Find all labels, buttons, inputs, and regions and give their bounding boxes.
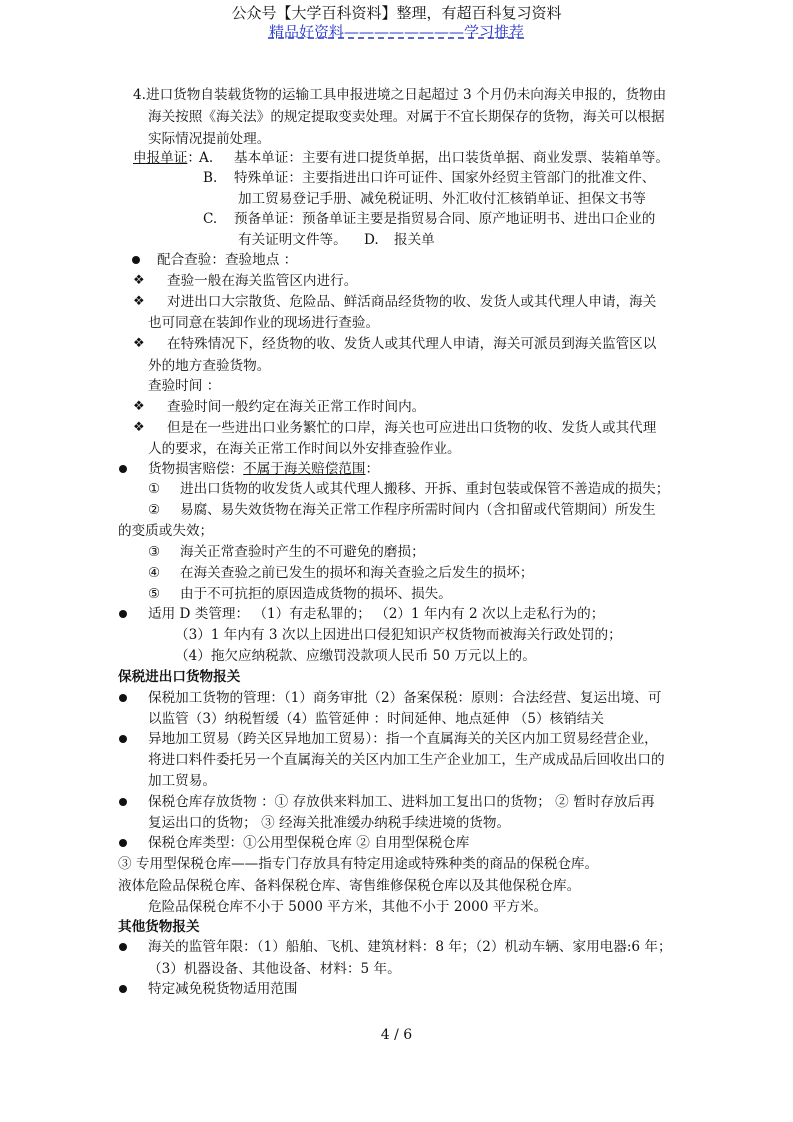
item-mark: ① [148,481,161,497]
item-mark: ⑤ [148,586,161,602]
paragraph-line: 进出口货物的收发货人或其代理人搬移、开拆、重封包装或保管不善造成的损失； [180,481,670,497]
item-mark: C. [203,211,218,227]
header-title: 公众号【大学百科资料】整理，有超百科复习资料 [231,4,562,22]
paragraph-line: 人的要求，在海关正常工作时间以外安排查验作业。 [148,441,461,457]
paragraph-line: 液体危险品保税仓库、备料保税仓库、寄售维修保税仓库以及其他保税仓库。 [118,878,581,894]
paragraph-line: 在海关查验之前已发生的损坏和海关查验之后发生的损坏； [180,565,534,581]
paragraph-line: 报关单 [394,232,435,248]
text: 货物损害赔偿： [148,461,244,477]
paragraph-line: 配合查验：查验地点 ： [157,252,298,268]
diamond-bullet-icon: ❖ [133,420,145,435]
recommend-link[interactable]: 精品好资料————————学习推荐 [268,23,524,41]
paragraph-line: 查验时间 ： [148,378,221,394]
diamond-bullet-icon: ❖ [133,294,145,309]
paragraph-line: 对进出口大宗散货、危险品、鲜活商品经货物的收、发货人或其代理人申请，海关 [167,294,657,310]
paragraph-line: 也可同意在装卸作业的现场进行查验。 [148,315,380,331]
paragraph-line [148,459,379,479]
paragraph-line: 异地加工贸易（跨关区异地加工贸易）：指一个直属海关的关区内加工贸易经营企业， [148,731,658,747]
bullet-icon [119,610,127,618]
bullet-icon [119,798,127,806]
paragraph-line: 海关正常查验时产生的不可避免的磨损； [180,544,425,560]
item-mark: ④ [148,565,161,581]
paragraph-line: 特定减免税货物适用范围 [148,981,298,997]
bullet-icon [119,735,127,743]
paragraph-line: 实际情况提前处理。 [148,131,271,147]
paragraph-line: 由于不可抗拒的原因造成货物的损坏、损失。 [180,586,452,602]
item-mark: D. [364,232,379,248]
section-heading: 其他货物报关 [118,919,200,935]
paragraph-line: 预备单证：预备单证主要是指贸易合同、原产地证明书、进出口企业的 [234,211,656,227]
paragraph-line: 危险品保税仓库不小于 5000 平方米，其他不小于 2000 平方米。 [148,899,548,915]
paragraph-line: 复运出口的货物； ③ 经海关批准缓办纳税手续进境的货物。 [148,815,511,831]
doc-label-line [133,148,201,168]
bullet-icon [119,694,127,702]
paragraph-line: （4）拖欠应纳税款、应缴罚没款项人民币 50 万元以上的。 [175,648,536,664]
diamond-bullet-icon: ❖ [133,273,145,288]
paragraph-line: 查验时间一般约定在海关正常工作时间内。 [167,399,426,415]
bullet-icon [132,256,140,264]
bullet-icon [119,943,127,951]
paragraph-line: 查验一般在海关监管区内进行。 [167,273,358,289]
paragraph-line: 保税加工货物的管理：（1）商务审批（2）备案保税：原则：合法经营、复运出境、可 [148,690,662,706]
paragraph-line: 加工贸易登记手册、减免税证明、外汇收付汇核销单证、担保文书等 [238,191,646,207]
paragraph-line: 海关按照《海关法》的规定提取变卖处理。对属于不宜长期保存的货物，海关可以根据 [148,109,665,125]
paragraph-line: 有关证明文件等。 [238,232,347,248]
item-mark: ② [148,502,161,518]
colon: ： [187,150,201,166]
paragraph-line: 保税仓库类型：①公用型保税仓库 ② 自用型保税仓库 [148,835,470,851]
section-heading: 保税进出口货物报关 [118,669,241,685]
paragraph-line: 特殊单证：主要指进出口许可证件、国家外经贸主管部门的批准文件、 [234,170,656,186]
paragraph-line: 保税仓库存放货物 ：① 存放供来料加工、进料加工复出口的货物； ② 暂时存放后再 [148,794,655,810]
item-mark: ③ [148,544,161,560]
text: ： [365,461,380,477]
paragraph-line: 加工贸易。 [148,773,216,789]
item-mark: B. [203,170,218,186]
item-mark: A. [199,150,214,166]
bullet-icon [119,465,127,473]
paragraph-line: （3）机器设备、其他设备、材料：5 年。 [148,961,401,977]
paragraph-line: 在特殊情况下，经货物的收、发货人或其代理人申请，海关可派员到海关监管区以 [167,336,657,352]
paragraph-line: ③ 专用型保税仓库——指专门存放具有特定用途或特殊种类的商品的保税仓库。 [118,856,599,872]
paragraph-line: 但是在一些进出口业务繁忙的口岸，海关也可应进出口货物的收、发货人或其代理 [167,420,657,436]
paragraph-line: 的变质或失效； [118,523,214,539]
diamond-bullet-icon: ❖ [133,399,145,414]
paragraph-line: 基本单证：主要有进口提货单据，出口装货单据、商业发票、装箱单等。 [234,150,669,166]
paragraph-line: 以监管（3）纳税暂缓（4）监管延伸 ：时间延伸、地点延伸 （5）核销结关 [148,711,604,727]
paragraph-line: 适用 D 类管理： （1）有走私罪的； （2）1 年内有 2 次以上走私行为的； [148,606,605,622]
diamond-bullet-icon: ❖ [133,336,145,351]
paragraph-line: 4.进口货物自装载货物的运输工具申报进境之日起超过 3 个月仍未向海关申报的，货物由 [133,87,667,103]
bullet-icon [119,839,127,847]
underlined-text: 不属于海关赔偿范围 [243,461,366,477]
paragraph-line: 海关的监管年限：（1）船舶、飞机、建筑材料：8 年；（2）机动车辆、家用电器:6 年； [148,939,672,955]
paragraph-line: 将进口料件委托另一个直属海关的关区内加工生产企业加工，生产成成品后回收出口的 [148,752,665,768]
paragraph-line: 外的地方查验货物。 [148,358,271,374]
doc-label: 申报单证 [133,150,188,166]
header-link[interactable] [0,22,793,42]
bullet-icon [119,985,127,993]
paragraph-line: （3）1 年内有 3 次以上因进出口侵犯知识产权货物而被海关行政处罚的； [175,627,622,643]
paragraph-line: 易腐、易失效货物在海关正常工作程序所需时间内（含扣留或代管期间）所发生 [180,502,656,518]
page-number: 4 / 6 [380,1027,413,1043]
